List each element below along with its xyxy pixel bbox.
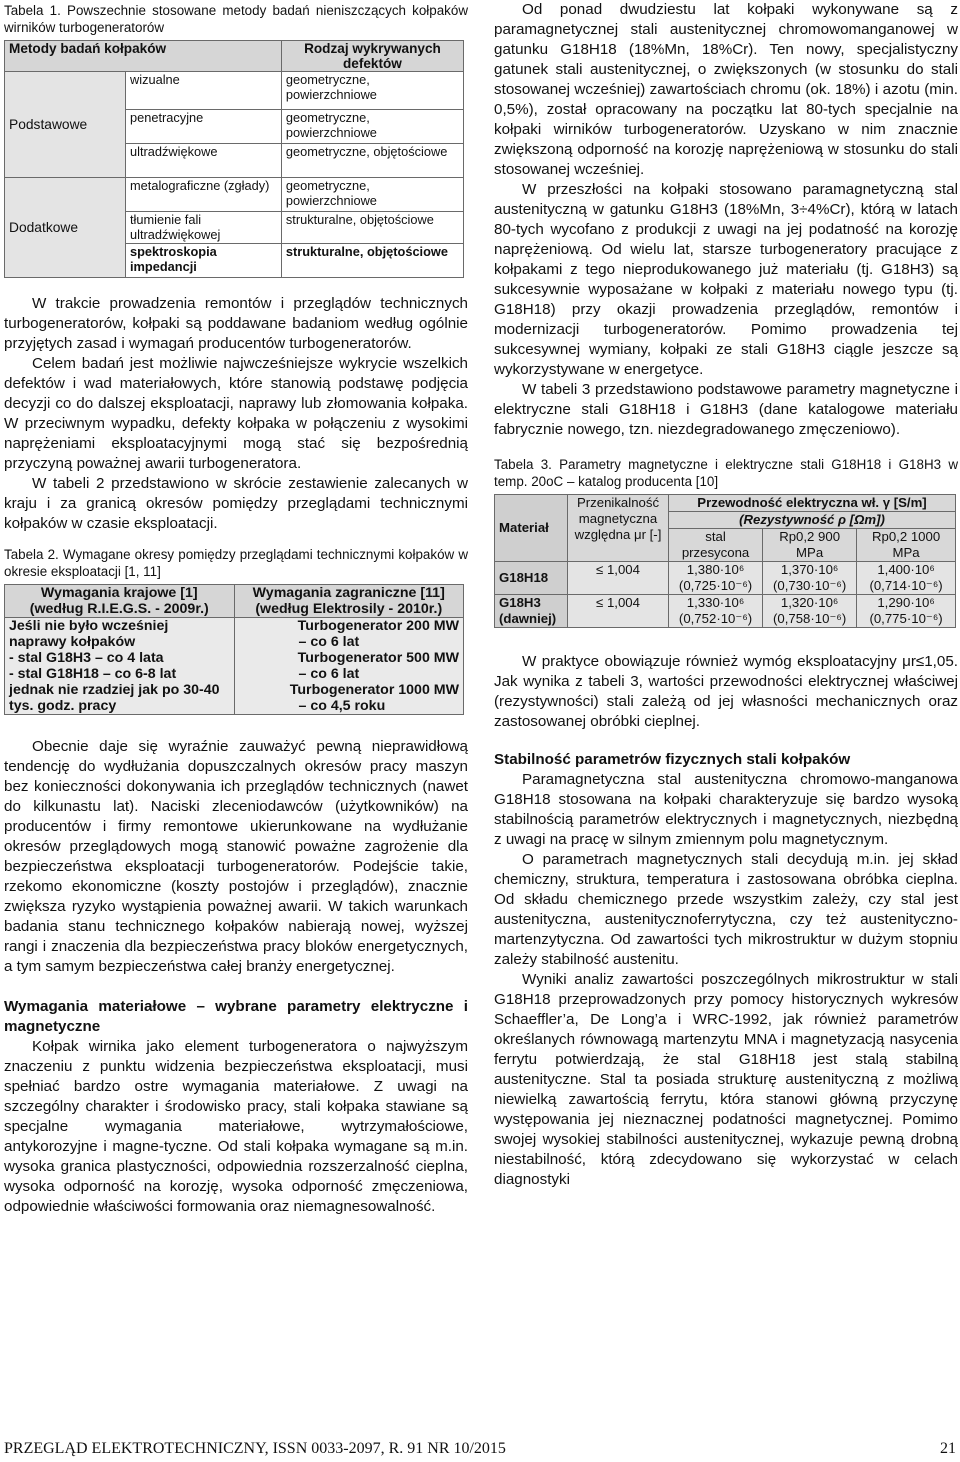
t3-row-value: 1,370·10⁶ (0,730·10⁻⁶) — [763, 562, 857, 595]
t1-defects: strukturalne, objętościowe — [281, 212, 463, 244]
t2-pl-line: - stal G18H3 – co 4 lata — [9, 650, 164, 666]
t2-en-line: Turbogenerator 200 MW — [297, 618, 459, 634]
t1-defects: strukturalne, objętościowe — [281, 244, 463, 278]
t2-pl-line: - stal G18H18 – co 6-8 lat — [9, 666, 177, 682]
t3-row-mu: ≤ 1,004 — [568, 595, 669, 628]
paragraph: Od ponad dwudziestu lat kołpaki wykonywane są z paramagnetycznej stali austenitycznej chromowomanganowej w gatunku G18H18 (18%Mn, 18%Cr). Ten nowy, specjalistyczny gatunek stali austenitycznej, o zwiększonych (w stosunku do stali stosowanej wcześniej) zawartościach chromu (ok. 18%) i azotu (min. 0,5%), został opracowany na początku lat 80-tych specjalnie na kołpaki wirników turbogeneratorów. Uzyskano w nim znacznie zwiększoną odporność na korozję naprężeniową w stosunku do stali stosowanej wcześniej. — [494, 1, 958, 178]
paragraph: O parametrach magnetycznych stali decydują m.in. jej skład chemiczny, struktura, temperatura i zastosowana obróbka cieplna. Od składu chemicznego przede wszystkim zależy, czy stal jest austenityczna, austenitycznoferrytyczna, czy też austenityczno-martenzytyczna. Od zawartości tych mikrostruktur w dużym stopniu zależy stabilność austenitu. — [494, 851, 958, 968]
t1-method: spektroskopia impedancji — [126, 244, 282, 278]
t3-sub-header: Rp0,2 900 MPa — [763, 529, 857, 562]
t3-row-value: 1,290·10⁶ (0,775·10⁻⁶) — [857, 595, 956, 628]
t2-header-pl: Wymagania krajowe [1] (według R.I.E.G.S. - 2009r.) — [5, 585, 235, 618]
t2-header-en: Wymagania zagraniczne [11] (według Elektrosily - 2010r.) — [234, 585, 464, 618]
section-heading: Stabilność parametrów fizycznych stali kołpaków — [494, 751, 851, 768]
t3-sub-header: stal przesycona — [669, 529, 763, 562]
t2-en-line: – co 6 lat — [298, 666, 360, 682]
table2 — [4, 584, 464, 715]
paragraph: Celem badań jest możliwie najwcześniejsze wykrycie wszelkich defektów i wad materiałowych, które stanowią podstawę podjęcia decyzji co do dalszej eksploatacji, naprawy lub złomowania kołpaka. W przeciwnym wypadku, defekty kołpaka w połączeniu z wysokimi naprężeniami eksploatacyjnymi mogą stać się bezpośrednią przyczyną poważnej awarii turbogeneratora. — [4, 355, 468, 472]
t3-cond-header: Przewodność elektryczna wł. γ [S/m] — [669, 495, 956, 512]
t3-mu-header: Przenikalność magnetyczna względna μr [-] — [568, 495, 669, 562]
table1 — [4, 40, 464, 278]
t2-en-line: – co 6 lat — [298, 634, 360, 650]
t2-en-cell — [234, 618, 464, 715]
paragraph: Kołpak wirnika jako element turbogeneratora o najwyższym znaczeniu z punktu widzenia bezpieczeństwa eksploatacji, musi spełniać bardzo ostre wymagania materiałowe. Z uwagi na szczególny charakter i środowisko pracy, stali kołpaka stawiane są specjalne wymagania materiałowe, wytrzymałościowe, antykorozyjne i magne-tyczne. Od stali kołpaka wymagane są m.in. wysoka granica plastyczności, odpowiednia rozszerzalność cieplna, wysoka odporność na korozję, wysoka odporność zmęczeniowa, odpowiednie właściwości formowania oraz niemagnesowalność. — [4, 1038, 468, 1215]
t1-defects: geometryczne, powierzchniowe — [281, 178, 463, 212]
paragraph: W tabeli 3 przedstawiono podstawowe parametry magnetyczne i elektryczne stali G18H18 i G18H3 (dane katalogowe materiału fabrycznie nowego, tzn. niezdegradowanego zmęczeniowo). — [494, 381, 958, 438]
t1-group-extra: Dodatkowe — [5, 178, 126, 278]
left-column — [4, 0, 468, 1217]
t3-row-mu: ≤ 1,004 — [568, 562, 669, 595]
t1-group-basic: Podstawowe — [5, 72, 126, 178]
page-number: 21 — [940, 1440, 956, 1457]
t2-en-line: Turbogenerator 500 MW — [297, 650, 459, 666]
t3-row-material: G18H18 — [495, 562, 568, 595]
paragraph: W tabeli 2 przedstawiono w skrócie zestawienie zalecanych w kraju i za granicą okresów pomiędzy przeglądami technicznymi kołpaków w czasie eksploatacji. — [4, 475, 468, 532]
t1-header-defects: Rodzaj wykrywanych defektów — [281, 41, 463, 72]
paragraph: Obecnie daje się wyraźnie zauważyć pewną nieprawidłową tendencję do wydłużania dopuszczalnych okresów pracy maszyn bez konieczności dokonywania ich przeglądów technicznych (nawet do kilkunastu lat). Naciski zleceniodawców (użytkowników) na producentów i firmy remontowe ukierunkowane na wydłużanie okresów przeglądowych mogą stanowić poważne zagrożenie dla bezpieczeństwa eksploatacji turbogeneratorów. Podejście takie, rzekomo ekonomiczne (koszty postojów i przeglądów), znacznie zwiększa ryzyko wystąpienia poważnej awarii. W takich warunkach badania stanu technicznego kołpaków nabierają nowej, wyższej rangi i znaczenia dla bezpieczeństwa pracy bloków energetycznych, a tym samym bezpieczeństwa całej branży energetycznej. — [4, 738, 468, 975]
section-heading: Wymagania materiałowe – wybrane parametry elektryczne i magnetyczne — [4, 998, 468, 1035]
t2-en-line: Turbogenerator 1000 MW — [289, 682, 459, 698]
paragraph: W praktyce obowiązuje również wymóg eksploatacyjny μr≤1,05. Jak wynika z tabeli 3, wartości przewodności elektrycznej właściwej (rezystywności) stali zależą od jej własności mechanicznych oraz zastosowanej obróbki cieplnej. — [494, 653, 958, 730]
t1-defects: geometryczne, powierzchniowe — [281, 110, 463, 144]
paragraph: Paramagnetyczna stal austenityczna chromowo-manganowa G18H18 stosowana na kołpaki charakteryzuje się bardzo wysoką stabilnością parametrów elektrycznych i magnetycznych, niezbędną z uwagi na pracę w silnym zmiennym polu magnetycznym. — [494, 771, 958, 848]
t2-pl-line: Jeśli nie było wcześniej naprawy kołpaków — [9, 618, 169, 650]
t1-method: metalograficzne (zgłady) — [126, 178, 282, 212]
t1-method: tłumienie fali ultradźwiękowej — [126, 212, 282, 244]
t1-defects: geometryczne, powierzchniowe — [281, 72, 463, 110]
t2-en-line: – co 4,5 roku — [298, 698, 386, 714]
t1-header-methods: Metody badań kołpaków — [5, 41, 282, 72]
t2-pl-line: jednak nie rzadziej jak po 30-40 tys. godz. pracy — [9, 682, 220, 714]
table3-caption: Tabela 3. Parametry magnetyczne i elektryczne stali G18H18 i G18H3 w temp. 20oC – katalog producenta [10] — [494, 457, 958, 489]
table2-caption: Tabela 2. Wymagane okresy pomiędzy przeglądami technicznymi kołpaków w okresie eksploatacji [1, 11] — [4, 547, 468, 579]
t3-sub-header: Rp0,2 1000 MPa — [857, 529, 956, 562]
t1-method: penetracyjne — [126, 110, 282, 144]
right-column — [494, 0, 958, 1190]
t1-method: ultradźwiękowe — [126, 144, 282, 178]
journal-line: PRZEGLĄD ELEKTROTECHNICZNY, ISSN 0033-2097, R. 91 NR 10/2015 — [4, 1440, 506, 1457]
t3-row-value: 1,320·10⁶ (0,758·10⁻⁶) — [763, 595, 857, 628]
t3-row-value: 1,330·10⁶ (0,752·10⁻⁶) — [669, 595, 763, 628]
paragraph: W trakcie prowadzenia remontów i przeglądów technicznych turbogeneratorów, kołpaki są poddawane badaniom według ogólnie przyjętych zasad i wymagań producentów turbogeneratorów. — [4, 295, 468, 352]
t2-pl-cell — [5, 618, 235, 715]
paragraph: Wyniki analiz zawartości poszczególnych mikrostruktur w stali G18H18 przeprowadzonych przy pomocy historycznych wykresów Schaeffler’a, De Long’a i WRC-1992, jak również parametrów określanych równowagą martenzytu MNA i magnetyzacją nasycenia ferrytu potwierdzają, że stal G18H18 jest stalą stabilną austenityczne. Stal ta posiada strukturę austenityczną z możliwą niewielką zawartością ferrytu, która stanowi główną przyczynę występowania jej nieznacznej podatności magnetycznej. Pomimo swojej wysokiej stabilności austenitycznej, wykazuje pewną drobną niestabilność, którą zdecydowano się wykorzystać w celach diagnostyki — [494, 971, 958, 1188]
t1-defects: geometryczne, objętościowe — [281, 144, 463, 178]
table3 — [494, 494, 956, 628]
t3-row-material: G18H3 (dawniej) — [495, 595, 568, 628]
t3-material-header: Materiał — [495, 495, 568, 562]
t1-method: wizualne — [126, 72, 282, 110]
paragraph: W przeszłości na kołpaki stosowano paramagnetyczną stal austenityczną w gatunku G18H3 (18%Mn, 3÷4%Cr), którą w latach 80-tych wycofano z produkcji z uwagi na jej podatność na korozję naprężeniową. Od wielu lat, starsze turbogeneratory pracujące z kołpakami z tego nieprodukowanego już materiału (tj. G18H3) są sukcesywnie wyposażane w kołpaki z materiału nowego typu (tj. G18H18) przy okazji prowadzenia przeglądów, remontów i modernizacji turbogeneratorów. Pomimo prowadzenia tej sukcesywnej wymiany, kołpaki ze stali G18H3 ciągle jeszcze są wykorzystywane w energetyce. — [494, 181, 958, 378]
t3-row-value: 1,400·10⁶ (0,714·10⁻⁶) — [857, 562, 956, 595]
t3-res-header: (Rezystywność ρ [Ωm]) — [669, 512, 956, 529]
t3-row-value: 1,380·10⁶ (0,725·10⁻⁶) — [669, 562, 763, 595]
table1-caption: Tabela 1. Powszechnie stosowane metody badań nieniszczących kołpaków wirników turbogeneratorów — [4, 3, 468, 35]
